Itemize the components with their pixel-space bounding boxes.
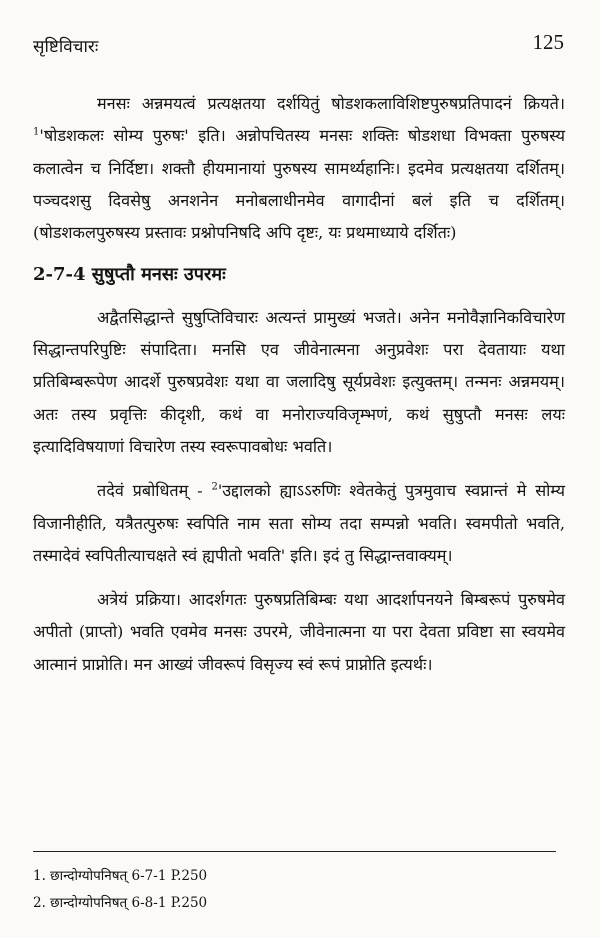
footnote-divider bbox=[33, 851, 556, 852]
footnote-ref-1: 1 bbox=[33, 126, 40, 138]
page-number: 125 bbox=[532, 30, 564, 54]
paragraph-1-text-a: मनसः अन्नमयत्वं प्रत्यक्षतया दर्शयितुं षोडशकलाविशिष्टपुरुषप्रतिपादनं क्रियते। bbox=[97, 94, 565, 113]
paragraph-4: अत्रेयं प्रक्रिया। आदर्शगतः पुरुषप्रतिबिम्बः यथा आदर्शापनयने बिम्बरूपं पुरुषमेव अपीतो (प्राप्तो) भवति एवमेव मनसः उपरमे, जीवेनात्मना या परा देवता प्रविष्टा सा स्वयमेव आत्मानं प्राप्नोति। मन आख्यं जीवरूपं विसृज्य स्वं रूपं प्राप्नोति इत्यर्थः। bbox=[33, 590, 565, 674]
footnote-2: 2. छान्दोग्योपनिषत् 6-8-1 P.250 bbox=[33, 895, 208, 911]
paragraph-3-text-a: तदेवं प्रबोधितम् - bbox=[97, 481, 203, 501]
footnote-1: 1. छान्दोग्योपनिषत् 6-7-1 P.250 bbox=[33, 868, 208, 884]
footnote-ref-2: 2 bbox=[211, 481, 218, 493]
paragraph-2: अद्वैतसिद्धान्ते सुषुप्तिविचारः अत्यन्तं प्रामुख्यं भजते। अनेन मनोवैज्ञानिकविचारेण सिद्धान्तपरिपुष्टिः संपादिता। मनसि एव जीवेनात्मना अनुप्रवेशः परा देवतायाः यथा प्रतिबिम्बरूपेण आदर्शे पुरुषप्रवेशः यथा वा जलादिषु सूर्यप्रवेशः इत्युक्तम्। तन्मनः अन्नमयम्। अतः तस्य प्रवृत्तिः कीदृशी, कथं वा मनोराज्यविजृम्भणं, कथं सुषुप्तौ मनसः लयः इत्यादिविषयाणां विचारेण तस्य स्वरूपावबोधः भवति। bbox=[33, 307, 565, 456]
paragraph-1 bbox=[33, 88, 565, 249]
paragraph-1-text-b: 'षोडशकलः सोम्य पुरुषः' इति। अन्नोपचितस्य मनसः शक्तिः षोडशधा विभक्ता पुरुषस्य कलात्वेन च निर्दिष्टा। शक्तौ हीयमानायां पुरुषस्य सामर्थ्यहानिः। इदमेव प्रत्यक्षतया दर्शितम्। पञ्चदशसु दिवसेषु अनशनेन मनोबलाधीनमेव वागादीनां बलं इति च दर्शितम्। (षोडशकलपुरुषस्य प्रस्तावः प्रश्नोपनिषदि अपि दृष्टः, यः प्रथमाध्याये दर्शितः) bbox=[33, 126, 565, 243]
paragraph-3 bbox=[33, 475, 565, 572]
page-body bbox=[33, 88, 565, 681]
paragraph-3-text-b: 'उद्दालको ह्याऽऽरुणिः श्वेतकेतुं पुत्रमुवाच स्वप्नान्तं मे सोम्य विजानीहीति, यत्रैतत्पुरुषः स्वपिति नाम सता सोम्य तदा सम्पन्नो भवति। स्वमपीतो भवति, तस्मादेवं स्वपितीत्याचक्षते स्वं ह्यपीतो भवति' इति। इदं तु सिद्धान्तवाक्यम्। bbox=[33, 481, 565, 565]
section-heading: 2-7-4 सुषुप्तौ मनसः उपरमः bbox=[33, 264, 226, 286]
running-title: सृष्टिविचारः bbox=[33, 37, 99, 57]
